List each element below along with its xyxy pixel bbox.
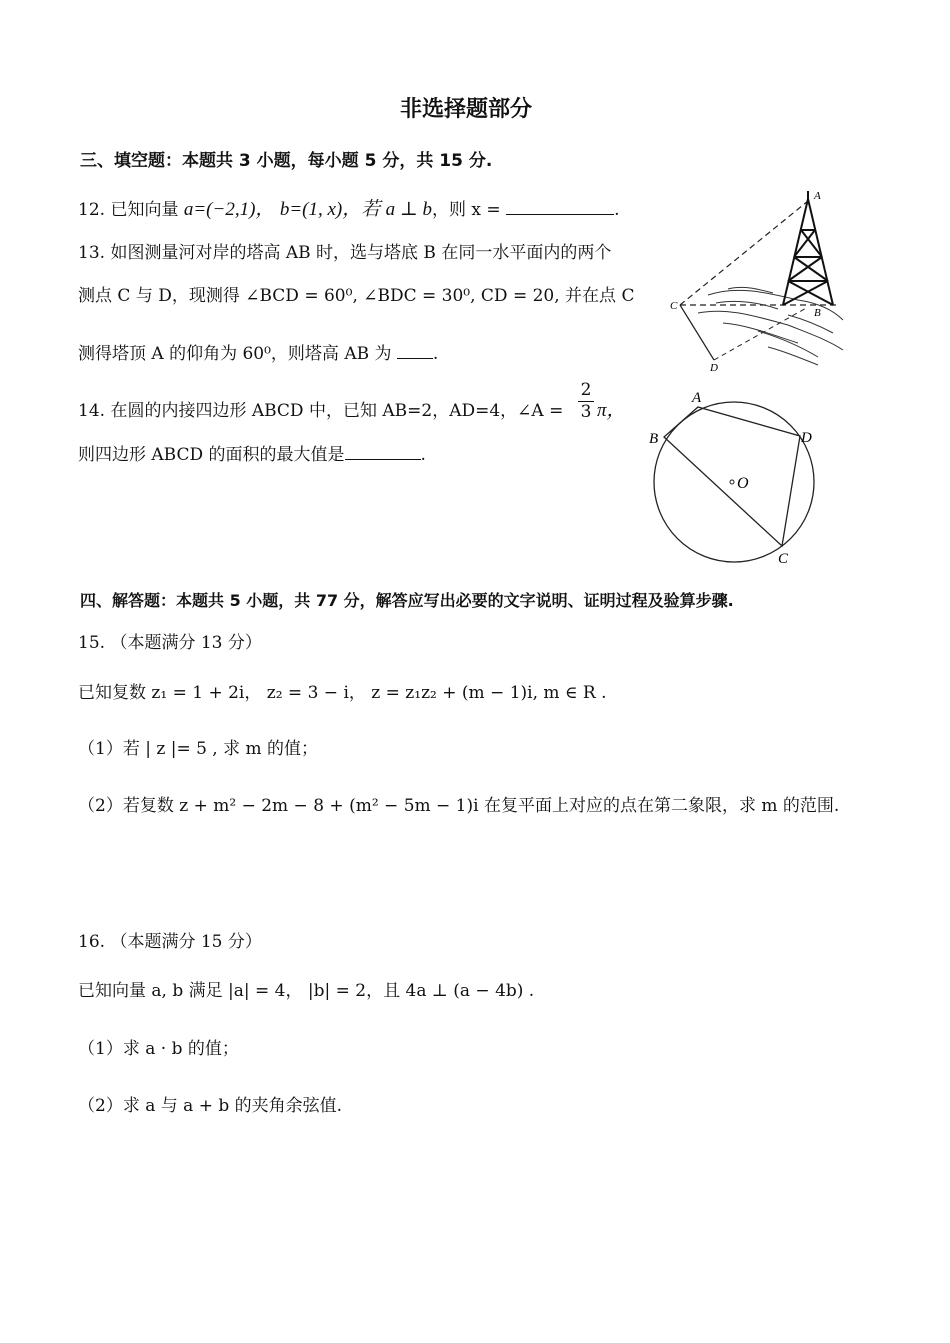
question-13-line-3 (78, 339, 438, 364)
q12-vector-b: b (279, 199, 290, 220)
question-16-head: 16. （本题满分 15 分） (78, 932, 262, 952)
question-16-stem: 已知向量 a, b 满足 |a| = 4， |b| = 2，且 4a ⊥ (a − 4b) . (78, 981, 535, 1001)
q12-then: ，则 x = (432, 200, 501, 220)
q14-answer-blank (345, 459, 421, 460)
q12-condition: a ⊥ b (385, 199, 433, 220)
q14-end: . (420, 445, 426, 465)
q12-vector-a-value: =(−2,1)， (193, 199, 275, 220)
q14-frac-den: 3 (580, 402, 592, 422)
question-15-part-1: （1）若 | z |= 5 , 求 m 的值； (78, 739, 319, 759)
q13-line-3-text: 测得塔顶 A 的仰角为 60⁰，则塔高 AB 为 (78, 344, 392, 364)
circle-label-d: D (801, 430, 812, 446)
q13-end: . (432, 344, 439, 364)
circle-label-o: O (737, 475, 749, 492)
circle-label-c: C (778, 551, 789, 567)
q12-vector-a: a (183, 199, 194, 220)
question-13-line-1: 13. 如图测量河对岸的塔高 AB 时，选与塔底 B 在同一水平面内的两个 (78, 243, 612, 263)
question-16-part-1: （1）求 a · b 的值； (78, 1039, 239, 1059)
center-point (730, 480, 734, 484)
line-db (714, 307, 808, 360)
question-15-head: 15. （本题满分 13 分） (78, 633, 262, 653)
q12-answer-blank (506, 214, 614, 215)
page-title: 非选择题部分 (400, 97, 533, 122)
circle-figure (640, 382, 830, 567)
question-16-part-2: （2）求 a 与 a + b 的夹角余弦值. (78, 1096, 343, 1116)
tower-figure (668, 185, 858, 375)
q14-pi: π， (597, 400, 626, 421)
section-heading-fill-in: 三、填空题：本题共 3 小题，每小题 5 分，共 15 分. (80, 151, 493, 171)
question-15-part-2: （2）若复数 z + m² − 2m − 8 + (m² − 5m − 1)i 在复平面上对应的点在第二象限，求 m 的范围. (78, 796, 840, 816)
tower-icon (783, 191, 833, 305)
q14-line-1-text: 14. 在圆的内接四边形 ABCD 中，已知 AB=2，AD=4，∠A = (78, 401, 564, 421)
line-cd (680, 305, 714, 360)
q13-answer-blank (397, 358, 433, 359)
q12-label: 12. 已知向量 (78, 200, 179, 220)
circle-label-a: A (692, 390, 702, 406)
quadrilateral-abcd (664, 407, 800, 546)
sightline-ca (680, 201, 808, 305)
question-13-line-2: 测点 C 与 D，现测得 ∠BCD = 60⁰, ∠BDC = 30⁰, CD = 20, 并在点 C (78, 286, 635, 306)
q12-end: . (614, 200, 620, 220)
question-12 (78, 194, 619, 221)
section-heading-free-response: 四、解答题：本题共 5 小题，共 77 分，解答应写出必要的文字说明、证明过程及验算步骤. (80, 591, 734, 610)
circle-label-b: B (649, 431, 659, 447)
tower-label-b: B (814, 307, 821, 319)
tower-label-a: A (814, 190, 821, 202)
tower-label-d: D (710, 362, 718, 374)
q14-frac-num: 2 (580, 380, 592, 400)
q14-line-2-text: 则四边形 ABCD 的面积的最大值是 (78, 445, 345, 465)
question-15-stem: 已知复数 z₁ = 1 + 2i， z₂ = 3 − i， z = z₁z₂ + (m − 1)i, m ∈ R . (78, 683, 607, 703)
question-14-line-1 (78, 396, 563, 421)
q14-fraction (578, 380, 594, 422)
tower-label-c: C (670, 300, 678, 312)
q12-vector-b-value: =(1, x)，若 (289, 199, 381, 220)
question-14-line-2 (78, 440, 426, 465)
